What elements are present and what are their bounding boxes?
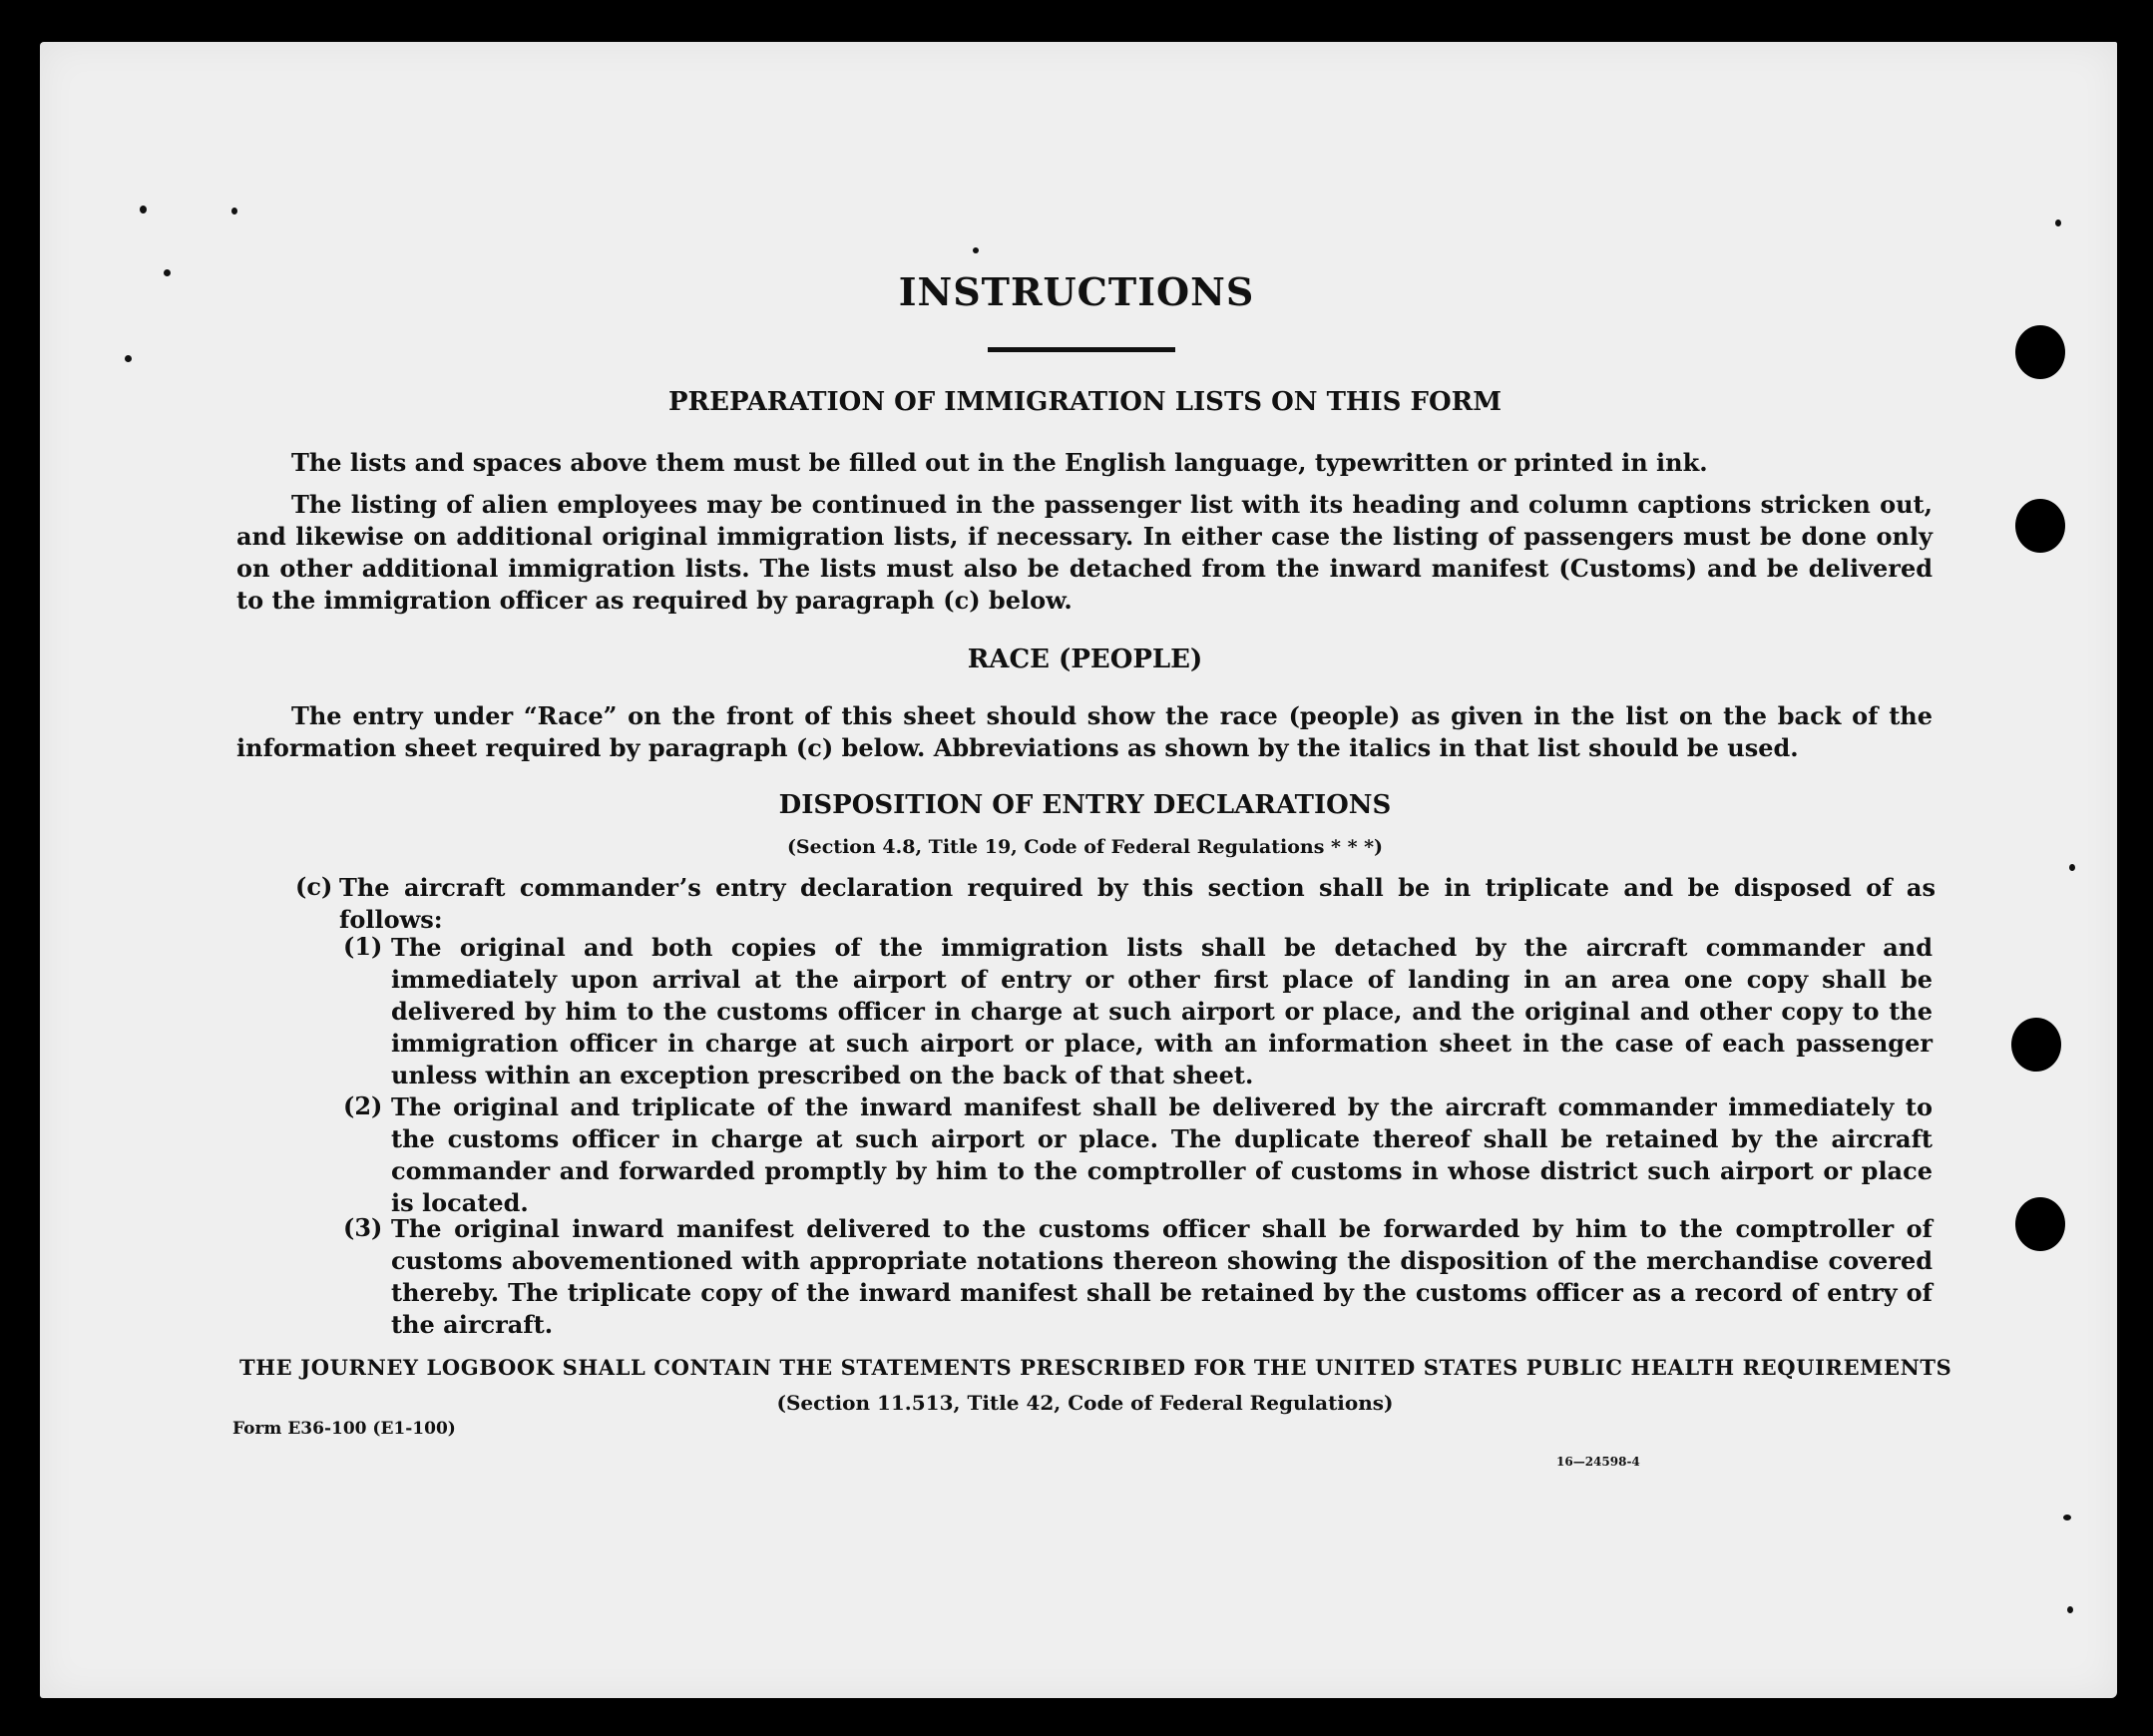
item-2-text: The original and triplicate of the inward manifest shall be delivered by the aircraft commander immediately to the customs officer in charge at such airport or place. The duplicate thereof shall be retained by the aircraft commander and forwarded promptly by him to the comptroller of customs in whose district such airport or place is located. <box>391 1092 1933 1217</box>
item-1-text: The original and both copies of the immigration lists shall be detached by the aircraft commander and immediately upon arrival at the airport of entry or other first place of landing in an area one copy shall be delivered by him to the customs officer in charge at such airport or place, and the original and other copy to the immigration officer in charge at such airport or place, with an information sheet in the case of each passenger unless within an exception prescribed on the back of that sheet. <box>391 933 1933 1089</box>
item-3-text: The original inward manifest delivered to the customs officer shall be forwarded by him to the comptroller of customs abovementioned with appropriate notations thereon showing the disposition of the merchandise covered thereby. The triplicate copy of the inward manifest shall be retained by the customs officer as a record of entry of the aircraft. <box>391 1214 1933 1339</box>
scan-speck <box>2063 1515 2071 1520</box>
title-underline <box>988 347 1175 352</box>
health-citation: (Section 11.513, Title 42, Code of Federal Regulations) <box>776 1391 1394 1415</box>
scan-speck <box>140 206 147 214</box>
race-paragraph: The entry under “Race” on the front of this sheet should show the race (people) as given in the list on the back of the information sheet required by paragraph (c) below. Abbreviations as shown by the italics in that list should be used. <box>236 701 1933 762</box>
print-code: 16—24598-4 <box>1556 1455 1640 1469</box>
scan-speck <box>231 208 237 215</box>
punch-hole <box>2015 325 2065 379</box>
disposition-citation: (Section 4.8, Title 19, Code of Federal Regulations * * *) <box>786 836 1384 858</box>
punch-hole <box>2015 1197 2065 1251</box>
item-1-label: (1) <box>343 932 383 961</box>
section-heading-preparation: PREPARATION OF IMMIGRATION LISTS ON THIS FORM <box>668 387 1502 417</box>
health-requirements-statement: THE JOURNEY LOGBOOK SHALL CONTAIN THE STATEMENTS PRESCRIBED FOR THE UNITED STATES PUBLIC HEALTH REQUIREMENTS <box>239 1355 1952 1380</box>
paragraph-c-label: (c) <box>295 872 333 901</box>
scan-speck <box>2067 1606 2073 1613</box>
form-number: Form E36-100 (E1-100) <box>232 1419 456 1439</box>
section-heading-race: RACE (PEOPLE) <box>967 645 1203 674</box>
item-2-label: (2) <box>343 1091 383 1120</box>
punch-hole <box>2015 499 2065 553</box>
scan-speck <box>973 247 979 253</box>
section-heading-disposition: DISPOSITION OF ENTRY DECLARATIONS <box>778 790 1392 820</box>
punch-hole <box>2011 1018 2061 1072</box>
preparation-paragraph-1: The lists and spaces above them must be filled out in the English language, typewritten or printed in ink. <box>291 448 1708 477</box>
preparation-paragraph-2: The listing of alien employees may be continued in the passenger list with its heading and column captions stricken out, and likewise on additional original immigration lists, if necessary. In either case the listing of passengers must be done only on other additional immigration lists. The lists must also be detached from the inward manifest (Customs) and be delivered to the immigration officer as required by paragraph (c) below. <box>236 490 1933 615</box>
scan-speck <box>2055 219 2061 226</box>
item-3-label: (3) <box>343 1213 383 1242</box>
page-title: INSTRUCTIONS <box>898 269 1255 314</box>
paragraph-c-text: The aircraft commander’s entry declaration required by this section shall be in triplicate and be disposed of as follows: <box>339 873 1936 934</box>
scan-speck <box>125 355 132 362</box>
scan-speck <box>2069 864 2075 871</box>
